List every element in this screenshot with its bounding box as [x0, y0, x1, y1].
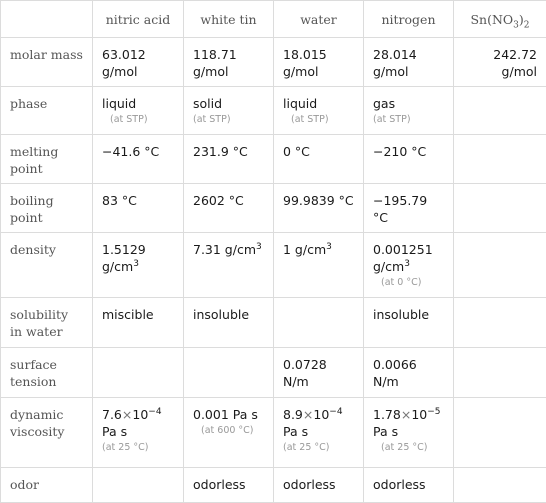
row-label-dynamic-viscosity: dynamic viscosity [1, 398, 93, 468]
cell-surface-water: 0.0728 N/m [274, 348, 364, 398]
cell-viscosity-white-tin [184, 398, 274, 468]
viscosity-exponent: −5 [427, 407, 440, 417]
phase-value: gas [373, 96, 395, 111]
row-label-density: density [1, 233, 93, 298]
row-odor [1, 468, 546, 503]
cell-molar-mass-white-tin: 118.71 g/mol [184, 38, 274, 87]
phase-value: solid [193, 96, 222, 111]
cube-exponent: 3 [133, 259, 139, 269]
cell-phase-nitric-acid [93, 87, 184, 135]
cell-boiling-nitrogen: −195.79 °C [364, 184, 454, 233]
cell-phase-nitrogen [364, 87, 454, 135]
density-value: 1 g/cm [283, 242, 326, 257]
times-sign: × [303, 407, 313, 422]
viscosity-note: (at 25 °C) [283, 441, 354, 455]
ten-base: 10 [132, 407, 148, 422]
ten-base: 10 [411, 407, 427, 422]
cell-density-nitrogen [364, 233, 454, 298]
density-value: 7.31 g/cm [193, 242, 256, 257]
cell-odor-water: odorless [274, 468, 364, 503]
cell-surface-nitric-acid [93, 348, 184, 398]
viscosity-exponent: −4 [148, 407, 161, 417]
cell-viscosity-nitrogen [364, 398, 454, 468]
cell-molar-mass-water: 18.015 g/mol [274, 38, 364, 87]
cell-viscosity-sn-no3-2 [454, 398, 546, 468]
viscosity-mantissa: 8.9 [283, 407, 303, 422]
phase-value: liquid [102, 96, 136, 111]
row-solubility [1, 298, 546, 348]
phase-note: (at STP) [102, 113, 174, 127]
col-header-nitrogen: nitrogen [364, 1, 454, 38]
cell-melting-water: 0 °C [274, 135, 364, 184]
row-label-solubility: solubility in water [1, 298, 93, 348]
viscosity-note: (at 25 °C) [373, 441, 444, 455]
cell-surface-nitrogen: 0.0066 N/m [364, 348, 454, 398]
cube-exponent: 3 [404, 259, 410, 269]
phase-note: (at STP) [283, 113, 354, 127]
row-label-boiling-point: boiling point [1, 184, 93, 233]
col-header-white-tin: white tin [184, 1, 274, 38]
density-value: 1.5129 g/cm [102, 242, 146, 274]
viscosity-note: (at 25 °C) [102, 441, 174, 455]
row-melting-point [1, 135, 546, 184]
cell-odor-nitric-acid [93, 468, 184, 503]
row-dynamic-viscosity [1, 398, 546, 468]
corner-cell [1, 1, 93, 38]
cell-molar-mass-sn-no3-2: 242.72 g/mol [454, 38, 546, 87]
cell-solubility-white-tin: insoluble [184, 298, 274, 348]
cube-exponent: 3 [256, 242, 262, 252]
cell-density-nitric-acid [93, 233, 184, 298]
cell-odor-sn-no3-2 [454, 468, 546, 503]
cell-phase-sn-no3-2 [454, 87, 546, 135]
cell-boiling-white-tin: 2602 °C [184, 184, 274, 233]
cell-solubility-nitric-acid: miscible [93, 298, 184, 348]
viscosity-unit: Pa s [373, 424, 398, 439]
cell-solubility-nitrogen: insoluble [364, 298, 454, 348]
cell-density-white-tin [184, 233, 274, 298]
row-phase [1, 87, 546, 135]
phase-value: liquid [283, 96, 317, 111]
times-sign: × [122, 407, 132, 422]
cell-melting-nitrogen: −210 °C [364, 135, 454, 184]
cube-exponent: 3 [326, 242, 332, 252]
header-row [1, 1, 546, 38]
cell-melting-sn-no3-2 [454, 135, 546, 184]
cell-solubility-sn-no3-2 [454, 298, 546, 348]
formula-sub2: 2 [524, 21, 530, 31]
cell-boiling-sn-no3-2 [454, 184, 546, 233]
cell-viscosity-nitric-acid [93, 398, 184, 468]
cell-phase-white-tin [184, 87, 274, 135]
cell-viscosity-water [274, 398, 364, 468]
cell-odor-white-tin: odorless [184, 468, 274, 503]
row-molar-mass [1, 38, 546, 87]
formula-close: ) [519, 12, 524, 27]
formula-sub3: 3 [513, 21, 519, 31]
cell-density-sn-no3-2 [454, 233, 546, 298]
cell-boiling-nitric-acid: 83 °C [93, 184, 184, 233]
cell-surface-sn-no3-2 [454, 348, 546, 398]
col-header-nitric-acid: nitric acid [93, 1, 184, 38]
cell-molar-mass-nitric-acid: 63.012 g/mol [93, 38, 184, 87]
viscosity-exponent: −4 [329, 407, 342, 417]
cell-solubility-water [274, 298, 364, 348]
density-note: (at 0 °C) [373, 276, 444, 290]
cell-melting-nitric-acid: −41.6 °C [93, 135, 184, 184]
cell-phase-water [274, 87, 364, 135]
viscosity-unit: Pa s [102, 424, 127, 439]
cell-density-water [274, 233, 364, 298]
phase-note: (at STP) [373, 113, 444, 127]
viscosity-unit: Pa s [283, 424, 308, 439]
cell-molar-mass-nitrogen: 28.014 g/mol [364, 38, 454, 87]
cell-boiling-water: 99.9839 °C [274, 184, 364, 233]
row-label-surface-tension: surface tension [1, 348, 93, 398]
cell-surface-white-tin [184, 348, 274, 398]
cell-melting-white-tin: 231.9 °C [184, 135, 274, 184]
row-label-phase: phase [1, 87, 93, 135]
formula-base: Sn(NO [470, 12, 513, 27]
phase-note: (at STP) [193, 113, 264, 127]
row-label-melting-point: melting point [1, 135, 93, 184]
row-label-molar-mass: molar mass [1, 38, 93, 87]
viscosity-mantissa: 1.78 [373, 407, 401, 422]
col-header-sn-no3-2 [454, 1, 546, 38]
viscosity-note: (at 600 °C) [193, 424, 264, 438]
density-value: 0.001251 g/cm [373, 242, 433, 274]
viscosity-value: 0.001 Pa s [193, 407, 258, 422]
times-sign: × [401, 407, 411, 422]
row-label-odor: odor [1, 468, 93, 503]
col-header-water: water [274, 1, 364, 38]
viscosity-mantissa: 7.6 [102, 407, 122, 422]
cell-odor-nitrogen: odorless [364, 468, 454, 503]
row-density [1, 233, 546, 298]
row-boiling-point [1, 184, 546, 233]
row-surface-tension [1, 348, 546, 398]
ten-base: 10 [313, 407, 329, 422]
